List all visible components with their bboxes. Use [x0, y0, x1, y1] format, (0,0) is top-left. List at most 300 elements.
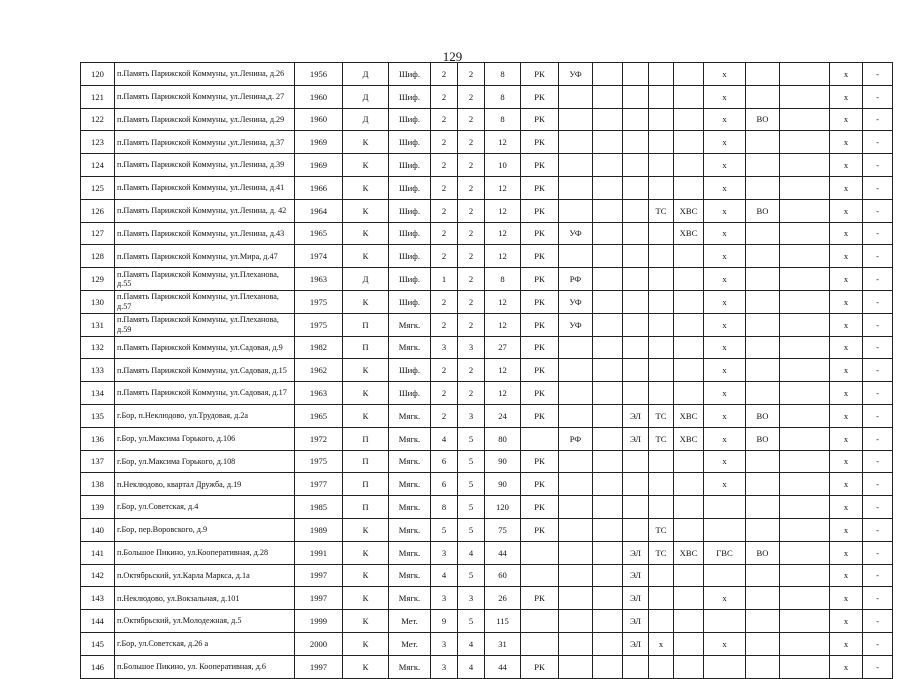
cell-col-x: х: [830, 359, 863, 382]
cell-col-blank: [780, 610, 830, 633]
cell-col-el: [623, 450, 649, 473]
cell-entrances: 2: [458, 108, 485, 131]
cell-col-dash: -: [863, 85, 893, 108]
cell-col-x: х: [830, 427, 863, 450]
cell-entrances: 2: [458, 290, 485, 313]
cell-col-facade: [559, 154, 593, 177]
cell-col-gvs-x: х: [704, 473, 746, 496]
cell-apartments: 75: [485, 518, 521, 541]
cell-wall-material: К: [343, 245, 389, 268]
cell-apartments: 12: [485, 199, 521, 222]
cell-col-x: х: [830, 632, 863, 655]
cell-col-rk: РК: [521, 85, 559, 108]
cell-col-extra: [593, 336, 623, 359]
cell-col-el: [623, 108, 649, 131]
cell-year-built: 1991: [295, 541, 343, 564]
cell-col-hvs: [674, 632, 704, 655]
cell-col-ts: [649, 245, 674, 268]
cell-col-vo: [746, 154, 780, 177]
cell-col-vo: [746, 336, 780, 359]
cell-col-blank: [780, 473, 830, 496]
cell-col-facade: [559, 541, 593, 564]
cell-roof-type: Мягк.: [389, 473, 431, 496]
cell-entrances: 2: [458, 382, 485, 405]
cell-col-x: х: [830, 564, 863, 587]
cell-apartments: 12: [485, 313, 521, 336]
cell-col-el: [623, 176, 649, 199]
cell-address: п.Память Парижской Коммуны, ул.Ленина, д.41: [115, 176, 295, 199]
cell-year-built: 1969: [295, 131, 343, 154]
cell-apartments: 120: [485, 496, 521, 519]
cell-address: г.Бор, пер.Воровского, д.9: [115, 518, 295, 541]
cell-col-facade: [559, 359, 593, 382]
cell-address: п.Память Парижской Коммуны, ул.Садовая, д.17: [115, 382, 295, 405]
cell-col-dash: -: [863, 290, 893, 313]
cell-col-dash: -: [863, 473, 893, 496]
cell-col-rk: [521, 427, 559, 450]
cell-roof-type: Мягк.: [389, 564, 431, 587]
cell-wall-material: К: [343, 359, 389, 382]
cell-col-el: ЭЛ: [623, 404, 649, 427]
cell-col-ts: ТС: [649, 404, 674, 427]
cell-roof-type: Мягк.: [389, 655, 431, 678]
cell-col-dash: -: [863, 404, 893, 427]
cell-col-rk: РК: [521, 290, 559, 313]
cell-col-x: х: [830, 245, 863, 268]
cell-col-rk: РК: [521, 655, 559, 678]
table-row: [81, 108, 893, 131]
cell-col-rk: РК: [521, 154, 559, 177]
cell-col-blank: [780, 541, 830, 564]
table-row: [81, 359, 893, 382]
cell-floors: 4: [431, 427, 458, 450]
cell-col-x: х: [830, 473, 863, 496]
cell-year-built: 1997: [295, 564, 343, 587]
cell-col-gvs-x: [704, 655, 746, 678]
cell-col-dash: -: [863, 222, 893, 245]
cell-col-vo: ВО: [746, 427, 780, 450]
cell-col-rk: РК: [521, 359, 559, 382]
cell-col-blank: [780, 154, 830, 177]
cell-col-ts: [649, 336, 674, 359]
cell-col-hvs: [674, 564, 704, 587]
cell-col-blank: [780, 108, 830, 131]
cell-row-number: 139: [81, 496, 115, 519]
cell-col-vo: [746, 176, 780, 199]
cell-apartments: 12: [485, 382, 521, 405]
cell-col-x: х: [830, 85, 863, 108]
cell-col-el: ЭЛ: [623, 632, 649, 655]
cell-col-dash: -: [863, 427, 893, 450]
cell-wall-material: Д: [343, 63, 389, 86]
cell-col-vo: [746, 496, 780, 519]
cell-year-built: 1964: [295, 199, 343, 222]
cell-col-gvs-x: х: [704, 176, 746, 199]
cell-col-ts: [649, 63, 674, 86]
cell-col-gvs-x: х: [704, 404, 746, 427]
cell-entrances: 4: [458, 632, 485, 655]
cell-col-extra: [593, 359, 623, 382]
cell-address: г.Бор, п.Неклюдово, ул.Трудовая, д.2а: [115, 404, 295, 427]
cell-col-blank: [780, 587, 830, 610]
cell-apartments: 60: [485, 564, 521, 587]
cell-col-blank: [780, 63, 830, 86]
cell-apartments: 12: [485, 359, 521, 382]
cell-entrances: 5: [458, 427, 485, 450]
cell-col-hvs: [674, 336, 704, 359]
cell-row-number: 136: [81, 427, 115, 450]
cell-roof-type: Мягк.: [389, 313, 431, 336]
cell-apartments: 26: [485, 587, 521, 610]
cell-year-built: 1960: [295, 85, 343, 108]
cell-col-ts: [649, 131, 674, 154]
cell-col-blank: [780, 564, 830, 587]
cell-col-el: [623, 154, 649, 177]
cell-col-facade: [559, 610, 593, 633]
cell-col-gvs-x: х: [704, 313, 746, 336]
cell-col-rk: РК: [521, 245, 559, 268]
cell-col-rk: РК: [521, 336, 559, 359]
cell-col-vo: [746, 473, 780, 496]
cell-row-number: 131: [81, 313, 115, 336]
cell-apartments: 115: [485, 610, 521, 633]
cell-col-rk: РК: [521, 404, 559, 427]
cell-col-facade: [559, 131, 593, 154]
cell-roof-type: Шиф.: [389, 199, 431, 222]
cell-col-x: х: [830, 541, 863, 564]
cell-wall-material: К: [343, 176, 389, 199]
cell-col-dash: -: [863, 245, 893, 268]
cell-col-vo: [746, 63, 780, 86]
cell-entrances: 2: [458, 176, 485, 199]
cell-col-hvs: [674, 131, 704, 154]
cell-col-dash: -: [863, 313, 893, 336]
cell-col-gvs-x: х: [704, 268, 746, 291]
cell-col-ts: [649, 496, 674, 519]
cell-address: п.Память Парижской Коммуны, ул.Ленина, д.26: [115, 63, 295, 86]
cell-address: г.Бор, ул.Советская, д.4: [115, 496, 295, 519]
cell-roof-type: Мягк.: [389, 450, 431, 473]
cell-col-x: х: [830, 610, 863, 633]
cell-apartments: 8: [485, 63, 521, 86]
cell-col-extra: [593, 450, 623, 473]
cell-col-extra: [593, 473, 623, 496]
cell-year-built: 1956: [295, 63, 343, 86]
cell-entrances: 5: [458, 473, 485, 496]
cell-entrances: 5: [458, 610, 485, 633]
cell-col-facade: [559, 496, 593, 519]
cell-col-extra: [593, 245, 623, 268]
cell-floors: 2: [431, 290, 458, 313]
cell-row-number: 142: [81, 564, 115, 587]
cell-col-el: [623, 518, 649, 541]
cell-roof-type: Шиф.: [389, 222, 431, 245]
cell-floors: 3: [431, 632, 458, 655]
cell-year-built: 1975: [295, 313, 343, 336]
cell-col-el: ЭЛ: [623, 587, 649, 610]
cell-floors: 3: [431, 541, 458, 564]
cell-entrances: 2: [458, 131, 485, 154]
cell-roof-type: Шиф.: [389, 154, 431, 177]
cell-wall-material: К: [343, 290, 389, 313]
cell-wall-material: Д: [343, 85, 389, 108]
cell-col-extra: [593, 63, 623, 86]
cell-col-vo: [746, 655, 780, 678]
cell-col-el: [623, 222, 649, 245]
cell-col-blank: [780, 85, 830, 108]
cell-entrances: 2: [458, 222, 485, 245]
cell-col-dash: -: [863, 131, 893, 154]
cell-year-built: 2000: [295, 632, 343, 655]
cell-apartments: 90: [485, 450, 521, 473]
cell-col-vo: [746, 382, 780, 405]
cell-col-facade: [559, 473, 593, 496]
cell-col-vo: ВО: [746, 541, 780, 564]
cell-col-facade: [559, 518, 593, 541]
cell-col-ts: ТС: [649, 199, 674, 222]
cell-col-gvs-x: х: [704, 632, 746, 655]
cell-col-x: х: [830, 176, 863, 199]
cell-col-hvs: [674, 108, 704, 131]
cell-col-ts: [649, 268, 674, 291]
cell-row-number: 123: [81, 131, 115, 154]
table-row: [81, 290, 893, 313]
cell-wall-material: П: [343, 313, 389, 336]
cell-col-el: ЭЛ: [623, 427, 649, 450]
cell-col-ts: [649, 450, 674, 473]
cell-col-vo: [746, 245, 780, 268]
cell-col-facade: [559, 245, 593, 268]
cell-apartments: 8: [485, 108, 521, 131]
cell-col-facade: [559, 176, 593, 199]
cell-roof-type: Шиф.: [389, 85, 431, 108]
table-row: [81, 268, 893, 291]
cell-roof-type: Шиф.: [389, 176, 431, 199]
cell-floors: 2: [431, 313, 458, 336]
cell-year-built: 1997: [295, 587, 343, 610]
cell-row-number: 127: [81, 222, 115, 245]
cell-col-blank: [780, 199, 830, 222]
cell-col-facade: [559, 108, 593, 131]
table-row: [81, 336, 893, 359]
cell-col-facade: [559, 199, 593, 222]
cell-col-rk: [521, 564, 559, 587]
cell-col-x: х: [830, 108, 863, 131]
cell-col-dash: -: [863, 518, 893, 541]
cell-entrances: 5: [458, 564, 485, 587]
cell-row-number: 145: [81, 632, 115, 655]
table-row: [81, 587, 893, 610]
cell-address: п.Октябрьский, ул.Карла Маркса, д.1а: [115, 564, 295, 587]
cell-col-dash: -: [863, 587, 893, 610]
cell-wall-material: К: [343, 632, 389, 655]
cell-col-ts: [649, 222, 674, 245]
cell-floors: 2: [431, 404, 458, 427]
cell-year-built: 1997: [295, 655, 343, 678]
cell-col-facade: [559, 450, 593, 473]
cell-row-number: 120: [81, 63, 115, 86]
cell-floors: 2: [431, 131, 458, 154]
cell-floors: 2: [431, 176, 458, 199]
table-row: [81, 199, 893, 222]
cell-wall-material: К: [343, 199, 389, 222]
cell-col-hvs: ХВС: [674, 541, 704, 564]
cell-col-el: [623, 496, 649, 519]
cell-row-number: 144: [81, 610, 115, 633]
cell-year-built: 1965: [295, 404, 343, 427]
cell-col-extra: [593, 313, 623, 336]
cell-row-number: 140: [81, 518, 115, 541]
cell-year-built: 1965: [295, 222, 343, 245]
cell-col-vo: [746, 268, 780, 291]
cell-col-blank: [780, 655, 830, 678]
table-row: [81, 154, 893, 177]
cell-apartments: 8: [485, 85, 521, 108]
cell-col-gvs-x: х: [704, 587, 746, 610]
cell-row-number: 125: [81, 176, 115, 199]
cell-col-ts: [649, 382, 674, 405]
table-row: [81, 313, 893, 336]
cell-col-gvs-x: х: [704, 131, 746, 154]
cell-col-vo: [746, 450, 780, 473]
cell-col-el: [623, 359, 649, 382]
cell-col-extra: [593, 564, 623, 587]
cell-col-extra: [593, 541, 623, 564]
cell-col-blank: [780, 245, 830, 268]
cell-col-vo: ВО: [746, 404, 780, 427]
cell-col-extra: [593, 427, 623, 450]
cell-row-number: 141: [81, 541, 115, 564]
cell-wall-material: К: [343, 382, 389, 405]
cell-col-extra: [593, 655, 623, 678]
cell-col-x: х: [830, 199, 863, 222]
cell-col-rk: РК: [521, 518, 559, 541]
cell-col-el: ЭЛ: [623, 541, 649, 564]
table-row: [81, 632, 893, 655]
cell-floors: 3: [431, 655, 458, 678]
cell-col-facade: РФ: [559, 427, 593, 450]
cell-address: п.Память Парижской Коммуны, ул.Плеханова, д.59: [115, 313, 295, 336]
cell-wall-material: П: [343, 336, 389, 359]
cell-address: п.Неклюдово, квартал Дружба, д.19: [115, 473, 295, 496]
cell-col-blank: [780, 450, 830, 473]
cell-col-x: х: [830, 655, 863, 678]
cell-entrances: 2: [458, 359, 485, 382]
cell-roof-type: Мягк.: [389, 587, 431, 610]
cell-col-vo: [746, 313, 780, 336]
cell-floors: 2: [431, 154, 458, 177]
cell-col-hvs: ХВС: [674, 404, 704, 427]
cell-address: п.Память Парижской Коммуны, ул.Ленина, д. 42: [115, 199, 295, 222]
table-row: [81, 382, 893, 405]
cell-col-rk: РК: [521, 450, 559, 473]
cell-year-built: 1960: [295, 108, 343, 131]
cell-row-number: 129: [81, 268, 115, 291]
cell-col-ts: [649, 108, 674, 131]
cell-floors: 5: [431, 518, 458, 541]
cell-address: г.Бор, ул.Максима Горького, д.106: [115, 427, 295, 450]
cell-col-el: ЭЛ: [623, 610, 649, 633]
table-row: [81, 518, 893, 541]
cell-row-number: 143: [81, 587, 115, 610]
cell-col-gvs-x: [704, 518, 746, 541]
cell-floors: 2: [431, 359, 458, 382]
cell-apartments: 12: [485, 290, 521, 313]
cell-col-hvs: [674, 313, 704, 336]
cell-col-blank: [780, 518, 830, 541]
cell-col-hvs: [674, 290, 704, 313]
cell-col-vo: [746, 131, 780, 154]
cell-col-el: [623, 85, 649, 108]
cell-row-number: 124: [81, 154, 115, 177]
cell-roof-type: Мет.: [389, 610, 431, 633]
cell-col-extra: [593, 290, 623, 313]
cell-col-x: х: [830, 404, 863, 427]
cell-roof-type: Шиф.: [389, 290, 431, 313]
cell-apartments: 27: [485, 336, 521, 359]
cell-col-el: [623, 473, 649, 496]
cell-wall-material: К: [343, 154, 389, 177]
cell-apartments: 44: [485, 541, 521, 564]
cell-col-ts: [649, 154, 674, 177]
cell-floors: 2: [431, 382, 458, 405]
cell-col-facade: [559, 382, 593, 405]
page-number: 129: [442, 49, 463, 64]
cell-col-dash: -: [863, 541, 893, 564]
cell-col-hvs: [674, 176, 704, 199]
cell-entrances: 4: [458, 655, 485, 678]
cell-col-gvs-x: х: [704, 450, 746, 473]
cell-wall-material: П: [343, 496, 389, 519]
cell-col-vo: [746, 359, 780, 382]
cell-col-gvs-x: х: [704, 427, 746, 450]
cell-col-x: х: [830, 382, 863, 405]
cell-col-dash: -: [863, 268, 893, 291]
cell-col-rk: РК: [521, 176, 559, 199]
cell-address: п.Память Парижской Коммуны ,ул.Ленина, д.37: [115, 131, 295, 154]
cell-floors: 3: [431, 587, 458, 610]
cell-entrances: 2: [458, 199, 485, 222]
cell-year-built: 1974: [295, 245, 343, 268]
cell-col-extra: [593, 518, 623, 541]
cell-col-el: [623, 313, 649, 336]
cell-col-gvs-x: х: [704, 63, 746, 86]
cell-entrances: 3: [458, 404, 485, 427]
cell-address: п.Октябрьский, ул.Молодежная, д.5: [115, 610, 295, 633]
cell-address: п.Память Парижской Коммуны, ул.Ленина, д.29: [115, 108, 295, 131]
cell-col-ts: ТС: [649, 541, 674, 564]
cell-wall-material: К: [343, 222, 389, 245]
table-row: [81, 404, 893, 427]
cell-year-built: 1975: [295, 450, 343, 473]
cell-col-hvs: [674, 610, 704, 633]
cell-row-number: 133: [81, 359, 115, 382]
cell-col-extra: [593, 610, 623, 633]
cell-col-x: х: [830, 313, 863, 336]
cell-col-el: [623, 382, 649, 405]
cell-apartments: 10: [485, 154, 521, 177]
cell-year-built: 1963: [295, 268, 343, 291]
cell-col-vo: [746, 610, 780, 633]
cell-wall-material: Д: [343, 108, 389, 131]
cell-col-hvs: [674, 496, 704, 519]
cell-col-x: х: [830, 518, 863, 541]
cell-col-hvs: [674, 382, 704, 405]
cell-col-hvs: [674, 518, 704, 541]
cell-entrances: 4: [458, 541, 485, 564]
cell-col-facade: [559, 655, 593, 678]
cell-col-facade: УФ: [559, 222, 593, 245]
